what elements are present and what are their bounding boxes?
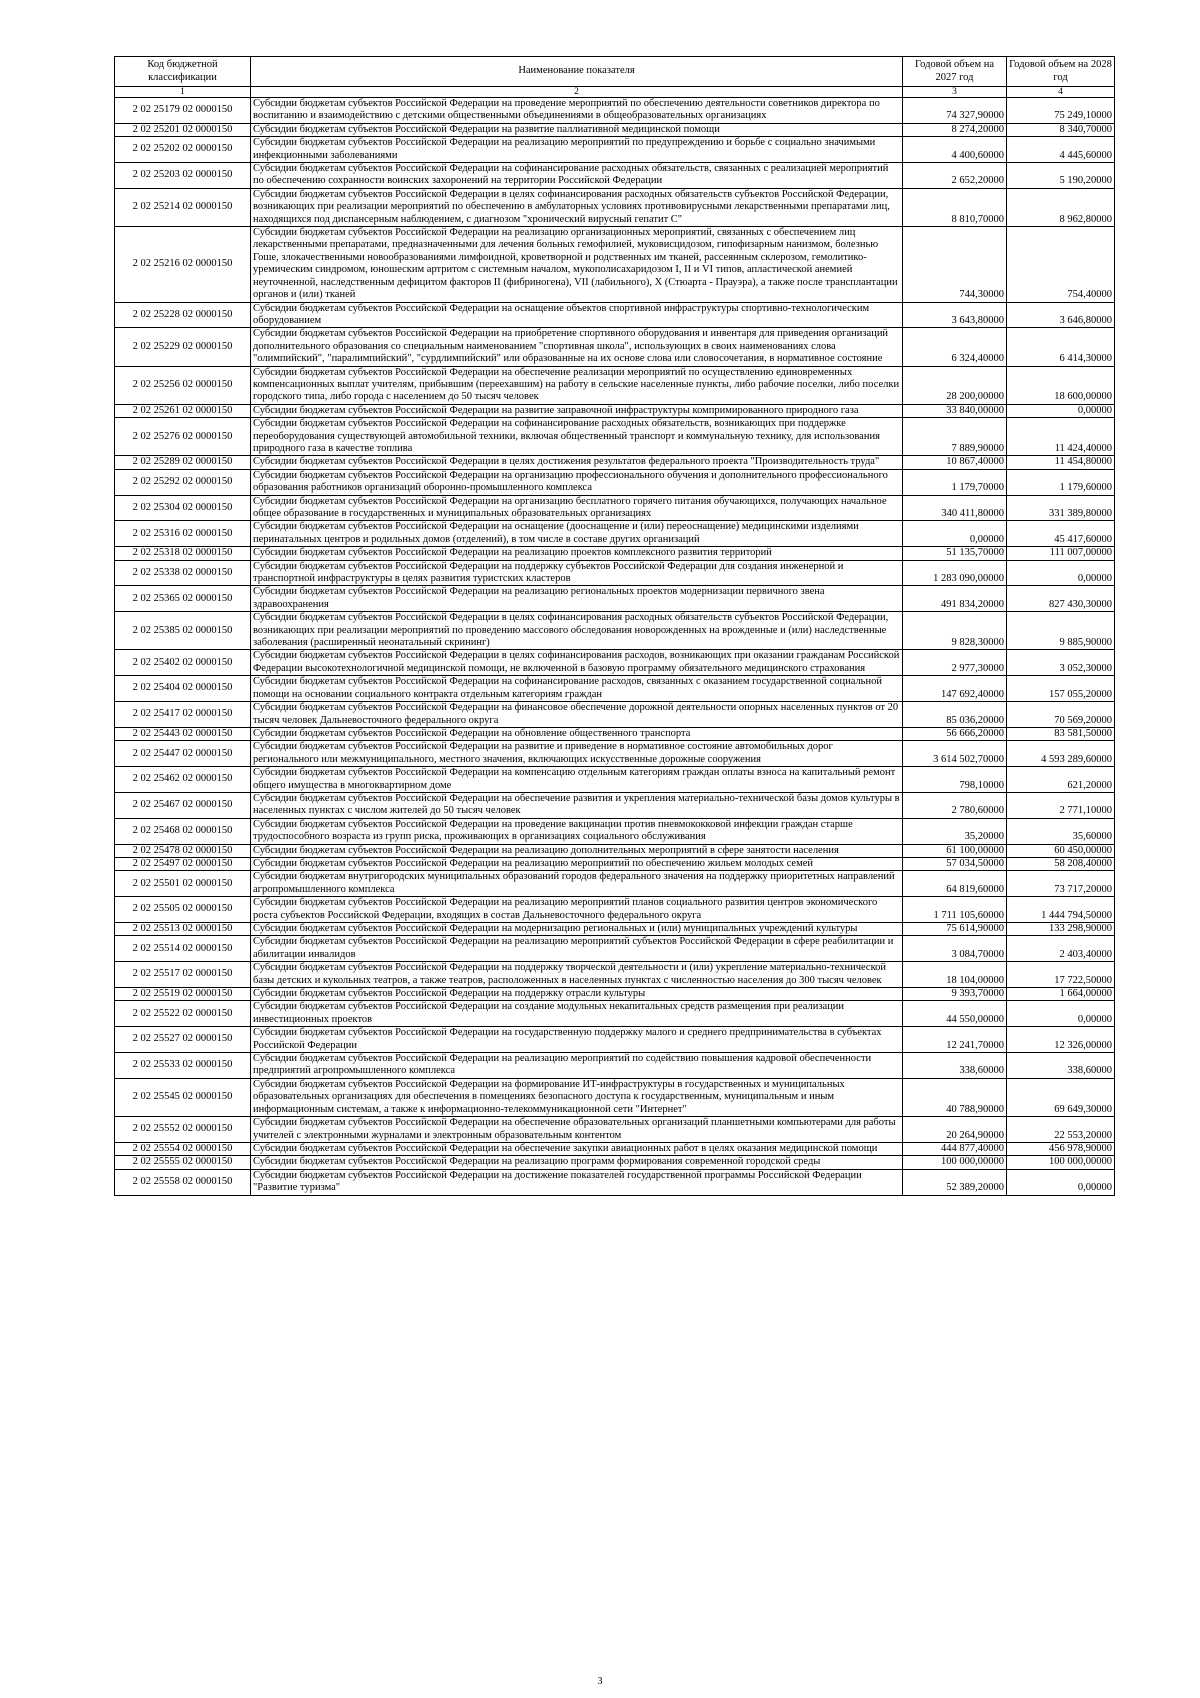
amount-2028-cell: 73 717,20000 xyxy=(1007,871,1115,897)
amount-2027-cell: 56 666,20000 xyxy=(903,727,1007,740)
budget-code-cell: 2 02 25216 02 0000150 xyxy=(115,227,251,302)
amount-2027-cell: 6 324,40000 xyxy=(903,328,1007,366)
budget-table xyxy=(114,56,1115,1196)
table-row xyxy=(115,676,1115,702)
amount-2028-cell: 12 326,00000 xyxy=(1007,1027,1115,1053)
amount-2027-cell: 75 614,90000 xyxy=(903,923,1007,936)
amount-2027-cell: 2 652,20000 xyxy=(903,163,1007,189)
table-body xyxy=(115,98,1115,1196)
table-row xyxy=(115,1156,1115,1169)
amount-2028-cell: 0,00000 xyxy=(1007,404,1115,417)
table-row xyxy=(115,871,1115,897)
amount-2027-cell: 9 828,30000 xyxy=(903,612,1007,650)
header-row xyxy=(115,57,1115,87)
table-row xyxy=(115,123,1115,136)
header-2027: Годовой объем на 2027 год xyxy=(903,57,1007,87)
table-row xyxy=(115,702,1115,728)
indicator-name-cell: Субсидии бюджетам субъектов Российской Федерации на обеспечение закупки авиационных работ в целях оказания медицинской помощи xyxy=(251,1142,903,1155)
column-number: 1 xyxy=(115,87,251,98)
amount-2027-cell: 61 100,00000 xyxy=(903,844,1007,857)
table-row xyxy=(115,547,1115,560)
table-row xyxy=(115,1117,1115,1143)
indicator-name-cell: Субсидии бюджетам субъектов Российской Федерации на модернизацию региональных и (или) муниципальных учреждений культуры xyxy=(251,923,903,936)
amount-2028-cell: 58 208,40000 xyxy=(1007,857,1115,870)
amount-2028-cell: 0,00000 xyxy=(1007,1001,1115,1027)
amount-2028-cell: 8 340,70000 xyxy=(1007,123,1115,136)
indicator-name-cell: Субсидии бюджетам субъектов Российской Федерации в целях софинансирования расходов, возникающих при оказании гражданам Российской Федерации высокотехнологичной медицинской помощи, не включенной в базовую программу обязательного медицинского страхования xyxy=(251,650,903,676)
indicator-name-cell: Субсидии бюджетам субъектов Российской Федерации на развитие и приведение в нормативное состояние автомобильных дорог регионального или межмуниципального, местного значения, включающих искусственные дорожные сооружения xyxy=(251,741,903,767)
amount-2028-cell: 17 722,50000 xyxy=(1007,962,1115,988)
table-row xyxy=(115,844,1115,857)
amount-2028-cell: 1 179,60000 xyxy=(1007,469,1115,495)
table-row xyxy=(115,936,1115,962)
budget-code-cell: 2 02 25462 02 0000150 xyxy=(115,767,251,793)
table-row xyxy=(115,1053,1115,1079)
indicator-name-cell: Субсидии бюджетам субъектов Российской Федерации на формирование ИТ-инфраструктуры в государственных и муниципальных образовательных организациях для обеспечения в помещениях безопасного доступа к государственным, муниципальным и иным информационным системам, а также к информационно-телекоммуникационной сети "Интернет" xyxy=(251,1078,903,1116)
amount-2027-cell: 3 643,80000 xyxy=(903,302,1007,328)
table-row xyxy=(115,163,1115,189)
budget-code-cell: 2 02 25404 02 0000150 xyxy=(115,676,251,702)
amount-2027-cell: 4 400,60000 xyxy=(903,137,1007,163)
amount-2027-cell: 2 977,30000 xyxy=(903,650,1007,676)
amount-2027-cell: 0,00000 xyxy=(903,521,1007,547)
amount-2027-cell: 1 179,70000 xyxy=(903,469,1007,495)
amount-2027-cell: 51 135,70000 xyxy=(903,547,1007,560)
budget-code-cell: 2 02 25558 02 0000150 xyxy=(115,1169,251,1195)
table-row xyxy=(115,792,1115,818)
budget-code-cell: 2 02 25552 02 0000150 xyxy=(115,1117,251,1143)
budget-code-cell: 2 02 25501 02 0000150 xyxy=(115,871,251,897)
budget-code-cell: 2 02 25527 02 0000150 xyxy=(115,1027,251,1053)
indicator-name-cell: Субсидии бюджетам субъектов Российской Федерации в целях достижения результатов федерального проекта "Производительность труда" xyxy=(251,456,903,469)
amount-2027-cell: 444 877,40000 xyxy=(903,1142,1007,1155)
table-row xyxy=(115,818,1115,844)
indicator-name-cell: Субсидии бюджетам субъектов Российской Федерации на софинансирование расходов, связанных с оказанием государственной социальной помощи на основании социального контракта отдельным категориям граждан xyxy=(251,676,903,702)
amount-2028-cell: 0,00000 xyxy=(1007,560,1115,586)
amount-2028-cell: 70 569,20000 xyxy=(1007,702,1115,728)
indicator-name-cell: Субсидии бюджетам субъектов Российской Федерации на приобретение спортивного оборудования и инвентаря для приведения организаций дополнительного образования со специальным наименованием "спортивная школа", использующих в своих наименованиях слова "олимпийский", "паралимпийский", "сурдлимпийский" или образованные на их основе слова или словосочетания, в нормативное состояние xyxy=(251,328,903,366)
amount-2027-cell: 40 788,90000 xyxy=(903,1078,1007,1116)
header-2028: Годовой объем на 2028 год xyxy=(1007,57,1115,87)
indicator-name-cell: Субсидии бюджетам субъектов Российской Федерации на реализацию мероприятий по предупреждению и борьбе с социально значимыми инфекционными заболеваниями xyxy=(251,137,903,163)
table-row xyxy=(115,418,1115,456)
amount-2028-cell: 3 646,80000 xyxy=(1007,302,1115,328)
amount-2028-cell: 4 445,60000 xyxy=(1007,137,1115,163)
amount-2027-cell: 338,60000 xyxy=(903,1053,1007,1079)
budget-code-cell: 2 02 25478 02 0000150 xyxy=(115,844,251,857)
indicator-name-cell: Субсидии бюджетам субъектов Российской Федерации на реализацию мероприятий планов социального развития центров экономического роста субъектов Российской Федерации, входящих в состав Дальневосточного федерального округа xyxy=(251,897,903,923)
table-row xyxy=(115,1142,1115,1155)
budget-code-cell: 2 02 25365 02 0000150 xyxy=(115,586,251,612)
budget-code-cell: 2 02 25468 02 0000150 xyxy=(115,818,251,844)
budget-code-cell: 2 02 25179 02 0000150 xyxy=(115,98,251,124)
indicator-name-cell: Субсидии бюджетам субъектов Российской Федерации на поддержку отрасли культуры xyxy=(251,988,903,1001)
table-row xyxy=(115,137,1115,163)
indicator-name-cell: Субсидии бюджетам субъектов Российской Федерации на финансовое обеспечение дорожной деятельности опорных населенных пунктов от 20 тысяч человек Дальневосточного федерального округа xyxy=(251,702,903,728)
indicator-name-cell: Субсидии бюджетам субъектов Российской Федерации на поддержку творческой деятельности и (или) укрепление материально-технической базы детских и кукольных театров, а также театров, расположенных в населенных пунктах с численностью населения до 300 тысяч человек xyxy=(251,962,903,988)
amount-2028-cell: 2 403,40000 xyxy=(1007,936,1115,962)
amount-2027-cell: 85 036,20000 xyxy=(903,702,1007,728)
indicator-name-cell: Субсидии бюджетам субъектов Российской Федерации на создание модульных некапитальных средств размещения при реализации инвестиционных проектов xyxy=(251,1001,903,1027)
indicator-name-cell: Субсидии бюджетам субъектов Российской Федерации на оснащение (дооснащение и (или) переоснащение) медицинскими изделиями перинатальных центров и родильных домов (отделений), в том числе в составе других организаций xyxy=(251,521,903,547)
amount-2027-cell: 3 614 502,70000 xyxy=(903,741,1007,767)
amount-2027-cell: 1 711 105,60000 xyxy=(903,897,1007,923)
budget-code-cell: 2 02 25417 02 0000150 xyxy=(115,702,251,728)
table-row xyxy=(115,521,1115,547)
table-row xyxy=(115,962,1115,988)
table-row xyxy=(115,1078,1115,1116)
budget-code-cell: 2 02 25289 02 0000150 xyxy=(115,456,251,469)
budget-code-cell: 2 02 25304 02 0000150 xyxy=(115,495,251,521)
budget-code-cell: 2 02 25228 02 0000150 xyxy=(115,302,251,328)
table-row xyxy=(115,469,1115,495)
amount-2028-cell: 60 450,00000 xyxy=(1007,844,1115,857)
indicator-name-cell: Субсидии бюджетам субъектов Российской Федерации на реализацию проектов комплексного развития территорий xyxy=(251,547,903,560)
indicator-name-cell: Субсидии бюджетам субъектов Российской Федерации на проведение вакцинации против пневмококковой инфекции граждан старше трудоспособного возраста из групп риска, проживающих в организациях социального обслуживания xyxy=(251,818,903,844)
amount-2027-cell: 18 104,00000 xyxy=(903,962,1007,988)
indicator-name-cell: Субсидии бюджетам внутригородских муниципальных образований городов федерального значения на поддержку приоритетных направлений агропромышленного комплекса xyxy=(251,871,903,897)
budget-code-cell: 2 02 25214 02 0000150 xyxy=(115,188,251,226)
indicator-name-cell: Субсидии бюджетам субъектов Российской Федерации на развитие паллиативной медицинской помощи xyxy=(251,123,903,136)
table-row xyxy=(115,98,1115,124)
amount-2028-cell: 5 190,20000 xyxy=(1007,163,1115,189)
budget-code-cell: 2 02 25447 02 0000150 xyxy=(115,741,251,767)
amount-2027-cell: 3 084,70000 xyxy=(903,936,1007,962)
budget-code-cell: 2 02 25402 02 0000150 xyxy=(115,650,251,676)
amount-2027-cell: 10 867,40000 xyxy=(903,456,1007,469)
header-name: Наименование показателя xyxy=(251,57,903,87)
indicator-name-cell: Субсидии бюджетам субъектов Российской Федерации на компенсацию отдельным категориям граждан оплаты взноса на капитальный ремонт общего имущества в многоквартирном доме xyxy=(251,767,903,793)
amount-2028-cell: 11 424,40000 xyxy=(1007,418,1115,456)
column-number-row xyxy=(115,87,1115,98)
budget-code-cell: 2 02 25533 02 0000150 xyxy=(115,1053,251,1079)
amount-2027-cell: 9 393,70000 xyxy=(903,988,1007,1001)
budget-code-cell: 2 02 25316 02 0000150 xyxy=(115,521,251,547)
amount-2028-cell: 18 600,00000 xyxy=(1007,366,1115,404)
amount-2027-cell: 340 411,80000 xyxy=(903,495,1007,521)
indicator-name-cell: Субсидии бюджетам субъектов Российской Федерации на реализацию программ формирования современной городской среды xyxy=(251,1156,903,1169)
indicator-name-cell: Субсидии бюджетам субъектов Российской Федерации на реализацию мероприятий по содействию повышения кадровой обеспеченности предприятий агропромышленного комплекса xyxy=(251,1053,903,1079)
amount-2028-cell: 75 249,10000 xyxy=(1007,98,1115,124)
amount-2028-cell: 9 885,90000 xyxy=(1007,612,1115,650)
amount-2027-cell: 100 000,00000 xyxy=(903,1156,1007,1169)
table-row xyxy=(115,366,1115,404)
amount-2028-cell: 2 771,10000 xyxy=(1007,792,1115,818)
column-number: 3 xyxy=(903,87,1007,98)
amount-2028-cell: 4 593 289,60000 xyxy=(1007,741,1115,767)
indicator-name-cell: Субсидии бюджетам субъектов Российской Федерации на обеспечение образовательных организаций планшетными компьютерами для работы учителей с электронными журналами и электронным образовательным контентом xyxy=(251,1117,903,1143)
amount-2027-cell: 2 780,60000 xyxy=(903,792,1007,818)
indicator-name-cell: Субсидии бюджетам субъектов Российской Федерации на организацию бесплатного горячего питания обучающихся, получающих начальное общее образование в государственных и муниципальных образовательных организациях xyxy=(251,495,903,521)
budget-code-cell: 2 02 25318 02 0000150 xyxy=(115,547,251,560)
amount-2028-cell: 338,60000 xyxy=(1007,1053,1115,1079)
amount-2028-cell: 83 581,50000 xyxy=(1007,727,1115,740)
amount-2028-cell: 621,20000 xyxy=(1007,767,1115,793)
amount-2027-cell: 147 692,40000 xyxy=(903,676,1007,702)
budget-code-cell: 2 02 25385 02 0000150 xyxy=(115,612,251,650)
table-row xyxy=(115,456,1115,469)
amount-2027-cell: 1 283 090,00000 xyxy=(903,560,1007,586)
budget-code-cell: 2 02 25514 02 0000150 xyxy=(115,936,251,962)
budget-code-cell: 2 02 25522 02 0000150 xyxy=(115,1001,251,1027)
amount-2028-cell: 331 389,80000 xyxy=(1007,495,1115,521)
amount-2027-cell: 28 200,00000 xyxy=(903,366,1007,404)
amount-2027-cell: 64 819,60000 xyxy=(903,871,1007,897)
indicator-name-cell: Субсидии бюджетам субъектов Российской Федерации в целях софинансирования расходных обязательств субъектов Российской Федерации, возникающих при реализации мероприятий по проведению массового обследования новорожденных на врожденные и (или) наследственные заболевания (расширенный неонатальный скрининг) xyxy=(251,612,903,650)
amount-2028-cell: 133 298,90000 xyxy=(1007,923,1115,936)
budget-code-cell: 2 02 25276 02 0000150 xyxy=(115,418,251,456)
indicator-name-cell: Субсидии бюджетам субъектов Российской Федерации в целях софинансирования расходных обязательств субъектов Российской Федерации, возникающих при реализации мероприятий по обеспечению в амбулаторных условиях противовирусными лекарственными препаратами лиц, находящихся под диспансерным наблюдением, с диагнозом "хронический вирусный гепатит С" xyxy=(251,188,903,226)
amount-2028-cell: 100 000,00000 xyxy=(1007,1156,1115,1169)
amount-2027-cell: 7 889,90000 xyxy=(903,418,1007,456)
table-row xyxy=(115,727,1115,740)
table-row xyxy=(115,1169,1115,1195)
amount-2027-cell: 798,10000 xyxy=(903,767,1007,793)
indicator-name-cell: Субсидии бюджетам субъектов Российской Федерации на реализацию мероприятий по обеспечению жильем молодых семей xyxy=(251,857,903,870)
table-row xyxy=(115,1001,1115,1027)
amount-2027-cell: 33 840,00000 xyxy=(903,404,1007,417)
indicator-name-cell: Субсидии бюджетам субъектов Российской Федерации на государственную поддержку малого и среднего предпринимательства в субъектах Российской Федерации xyxy=(251,1027,903,1053)
indicator-name-cell: Субсидии бюджетам субъектов Российской Федерации на обеспечение реализации мероприятий по осуществлению единовременных компенсационных выплат учителям, прибывшим (переехавшим) на работу в сельские населенные пункты, либо рабочие поселки, либо поселки городского типа, либо города с населением до 50 тысяч человек xyxy=(251,366,903,404)
table-row xyxy=(115,328,1115,366)
budget-code-cell: 2 02 25545 02 0000150 xyxy=(115,1078,251,1116)
amount-2028-cell: 1 444 794,50000 xyxy=(1007,897,1115,923)
amount-2028-cell: 456 978,90000 xyxy=(1007,1142,1115,1155)
amount-2028-cell: 6 414,30000 xyxy=(1007,328,1115,366)
indicator-name-cell: Субсидии бюджетам субъектов Российской Федерации на обеспечение развития и укрепления материально-технической базы домов культуры в населенных пунктах с числом жителей до 50 тысяч человек xyxy=(251,792,903,818)
budget-code-cell: 2 02 25338 02 0000150 xyxy=(115,560,251,586)
table-row xyxy=(115,560,1115,586)
table-row xyxy=(115,650,1115,676)
budget-code-cell: 2 02 25229 02 0000150 xyxy=(115,328,251,366)
amount-2027-cell: 44 550,00000 xyxy=(903,1001,1007,1027)
amount-2028-cell: 0,00000 xyxy=(1007,1169,1115,1195)
column-number: 2 xyxy=(251,87,903,98)
indicator-name-cell: Субсидии бюджетам субъектов Российской Федерации на софинансирование расходных обязательств, возникающих при поддержке переоборудования существующей автомобильной техники, включая общественный транспорт и коммунальную технику, для использования природного газа в качестве топлива xyxy=(251,418,903,456)
amount-2028-cell: 3 052,30000 xyxy=(1007,650,1115,676)
amount-2028-cell: 69 649,30000 xyxy=(1007,1078,1115,1116)
amount-2028-cell: 8 962,80000 xyxy=(1007,188,1115,226)
indicator-name-cell: Субсидии бюджетам субъектов Российской Федерации на обновление общественного транспорта xyxy=(251,727,903,740)
amount-2027-cell: 8 274,20000 xyxy=(903,123,1007,136)
budget-code-cell: 2 02 25292 02 0000150 xyxy=(115,469,251,495)
budget-code-cell: 2 02 25505 02 0000150 xyxy=(115,897,251,923)
amount-2027-cell: 57 034,50000 xyxy=(903,857,1007,870)
indicator-name-cell: Субсидии бюджетам субъектов Российской Федерации на оснащение объектов спортивной инфраструктуры спортивно-технологическим оборудованием xyxy=(251,302,903,328)
table-row xyxy=(115,897,1115,923)
indicator-name-cell: Субсидии бюджетам субъектов Российской Федерации на реализацию организационных мероприятий, связанных с обеспечением лиц лекарственными препаратами, предназначенными для лечения больных гемофилией, муковисцидозом, гипофизарным нанизмом, болезнью Гоше, злокачественными новообразованиями лимфоидной, кроветворной и родственных им тканей, рассеянным склерозом, гемолитико-уремическим синдромом, юношеским артритом с системным началом, мукополисахаридозом I, II и VI типов, апластической анемией неуточненной, наследственным дефицитом факторов II (фибриногена), VII (лабильного), X (Стюарта - Прауэра), а также после трансплантации органов и (или) тканей xyxy=(251,227,903,302)
table-row xyxy=(115,302,1115,328)
amount-2028-cell: 45 417,60000 xyxy=(1007,521,1115,547)
table-row xyxy=(115,767,1115,793)
indicator-name-cell: Субсидии бюджетам субъектов Российской Федерации на развитие заправочной инфраструктуры компримированного природного газа xyxy=(251,404,903,417)
header-code: Код бюджетной классификации xyxy=(115,57,251,87)
amount-2028-cell: 22 553,20000 xyxy=(1007,1117,1115,1143)
indicator-name-cell: Субсидии бюджетам субъектов Российской Федерации на достижение показателей государственной программы Российской Федерации "Развитие туризма" xyxy=(251,1169,903,1195)
indicator-name-cell: Субсидии бюджетам субъектов Российской Федерации на организацию профессионального обучения и дополнительного профессионального образования работников организаций оборонно-промышленного комплекса xyxy=(251,469,903,495)
table-row xyxy=(115,741,1115,767)
amount-2027-cell: 35,20000 xyxy=(903,818,1007,844)
budget-code-cell: 2 02 25513 02 0000150 xyxy=(115,923,251,936)
amount-2028-cell: 111 007,00000 xyxy=(1007,547,1115,560)
amount-2027-cell: 74 327,90000 xyxy=(903,98,1007,124)
budget-code-cell: 2 02 25519 02 0000150 xyxy=(115,988,251,1001)
budget-code-cell: 2 02 25201 02 0000150 xyxy=(115,123,251,136)
budget-code-cell: 2 02 25202 02 0000150 xyxy=(115,137,251,163)
budget-code-cell: 2 02 25554 02 0000150 xyxy=(115,1142,251,1155)
table-row xyxy=(115,923,1115,936)
amount-2028-cell: 35,60000 xyxy=(1007,818,1115,844)
amount-2028-cell: 827 430,30000 xyxy=(1007,586,1115,612)
indicator-name-cell: Субсидии бюджетам субъектов Российской Федерации на софинансирование расходных обязательств, связанных с реализацией мероприятий по обеспечению сохранности воинских захоронений на территории Российской Федерации xyxy=(251,163,903,189)
table-row xyxy=(115,495,1115,521)
budget-code-cell: 2 02 25497 02 0000150 xyxy=(115,857,251,870)
amount-2027-cell: 20 264,90000 xyxy=(903,1117,1007,1143)
amount-2028-cell: 11 454,80000 xyxy=(1007,456,1115,469)
table-row xyxy=(115,227,1115,302)
amount-2027-cell: 8 810,70000 xyxy=(903,188,1007,226)
amount-2027-cell: 744,30000 xyxy=(903,227,1007,302)
table-row xyxy=(115,612,1115,650)
amount-2027-cell: 491 834,20000 xyxy=(903,586,1007,612)
indicator-name-cell: Субсидии бюджетам субъектов Российской Федерации на поддержку субъектов Российской Федерации для создания инженерной и транспортной инфраструктуры в целях развития туристских кластеров xyxy=(251,560,903,586)
table-row xyxy=(115,188,1115,226)
column-number: 4 xyxy=(1007,87,1115,98)
amount-2028-cell: 1 664,00000 xyxy=(1007,988,1115,1001)
budget-code-cell: 2 02 25256 02 0000150 xyxy=(115,366,251,404)
amount-2028-cell: 754,40000 xyxy=(1007,227,1115,302)
budget-code-cell: 2 02 25517 02 0000150 xyxy=(115,962,251,988)
budget-code-cell: 2 02 25203 02 0000150 xyxy=(115,163,251,189)
indicator-name-cell: Субсидии бюджетам субъектов Российской Федерации на реализацию дополнительных мероприятий в сфере занятости населения xyxy=(251,844,903,857)
table-row xyxy=(115,1027,1115,1053)
table-row xyxy=(115,857,1115,870)
page-number: 3 xyxy=(597,1676,603,1687)
indicator-name-cell: Субсидии бюджетам субъектов Российской Федерации на реализацию региональных проектов модернизации первичного звена здравоохранения xyxy=(251,586,903,612)
budget-code-cell: 2 02 25467 02 0000150 xyxy=(115,792,251,818)
amount-2027-cell: 12 241,70000 xyxy=(903,1027,1007,1053)
indicator-name-cell: Субсидии бюджетам субъектов Российской Федерации на проведение мероприятий по обеспечению деятельности советников директора по воспитанию и взаимодействию с детскими общественными объединениями в общеобразовательных организациях xyxy=(251,98,903,124)
budget-code-cell: 2 02 25261 02 0000150 xyxy=(115,404,251,417)
table-row xyxy=(115,404,1115,417)
amount-2028-cell: 157 055,20000 xyxy=(1007,676,1115,702)
budget-code-cell: 2 02 25443 02 0000150 xyxy=(115,727,251,740)
table-row xyxy=(115,988,1115,1001)
amount-2027-cell: 52 389,20000 xyxy=(903,1169,1007,1195)
indicator-name-cell: Субсидии бюджетам субъектов Российской Федерации на реализацию мероприятий субъектов Российской Федерации в сфере реабилитации и абилитации инвалидов xyxy=(251,936,903,962)
table-row xyxy=(115,586,1115,612)
budget-code-cell: 2 02 25555 02 0000150 xyxy=(115,1156,251,1169)
